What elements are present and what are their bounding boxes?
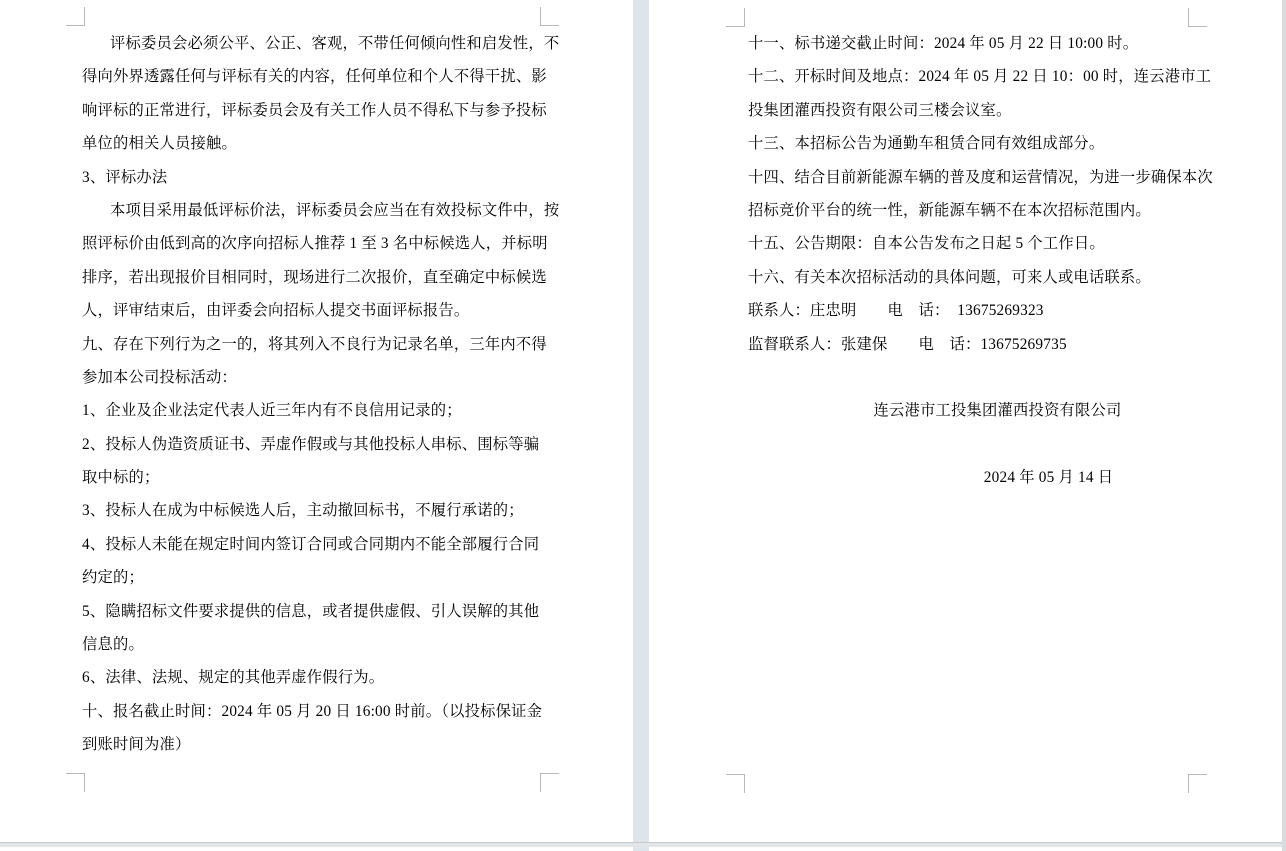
next-page-left-top xyxy=(0,847,633,851)
text-line: 2024 年 05 月 14 日 xyxy=(983,469,1114,487)
next-page-right-top xyxy=(649,847,1282,851)
text-line: 十、报名截止时间：2024 年 05 月 20 日 16:00 时前。（以投标保证金 xyxy=(82,702,543,720)
text-line: 得向外界透露任何与评标有关的内容，任何单位和个人不得干扰、影 xyxy=(82,68,547,86)
text-line: 6、法律、法规、规定的其他弄虚作假行为。 xyxy=(82,669,385,687)
text-line: 3、投标人在成为中标候选人后，主动撤回标书，不履行承诺的； xyxy=(82,502,524,520)
text-line: 十三、本招标公告为通勤车租赁合同有效组成部分。 xyxy=(748,135,1105,153)
margin-crop-mark xyxy=(540,773,559,792)
text-line: 十六、有关本次招标活动的具体问题，可来人或电话联系。 xyxy=(748,268,1151,286)
text-line: 2、投标人伪造资质证书、弄虚作假或与其他投标人串标、围标等骗 xyxy=(82,435,540,453)
text-line: 参加本公司投标活动： xyxy=(82,368,237,386)
margin-crop-mark xyxy=(1188,8,1207,27)
text-line: 招标竞价平台的统一性，新能源车辆不在本次招标范围内。 xyxy=(748,201,1151,219)
text-line: 约定的； xyxy=(82,569,144,587)
text-line: 投集团灌西投资有限公司三楼会议室。 xyxy=(748,101,1012,119)
text-line: 人，评审结束后，由评委会向招标人提交书面评标报告。 xyxy=(82,302,470,320)
text-line: 信息的。 xyxy=(82,636,144,654)
text-line: 5、隐瞒招标文件要求提供的信息，或者提供虚假、引人误解的其他 xyxy=(82,602,540,620)
text-line: 照评标价由低到高的次序向招标人推荐 1 至 3 名中标候选人，并标明 xyxy=(82,235,548,253)
margin-crop-mark xyxy=(726,774,745,793)
text-line: 十二、开标时间及地点：2024 年 05 月 22 日 10：00 时，连云港市工 xyxy=(748,68,1212,86)
text-line: 九、存在下列行为之一的，将其列入不良行为记录名单，三年内不得 xyxy=(82,335,547,353)
text-line: 取中标的； xyxy=(82,469,160,487)
page-left-text-area xyxy=(82,27,560,762)
text-line: 十五、公告期限：自本公告发布之日起 5 个工作日。 xyxy=(748,235,1105,253)
page-right xyxy=(649,0,1282,842)
margin-crop-mark xyxy=(540,7,559,26)
text-line: 十一、标书递交截止时间：2024 年 05 月 22 日 10:00 时。 xyxy=(748,35,1139,52)
workspace-edge-strip xyxy=(1282,0,1286,851)
text-line: 响评标的正常进行，评标委员会及有关工作人员不得私下与参予投标 xyxy=(82,101,547,119)
text-line: 1、企业及企业法定代表人近三年内有不良信用记录的； xyxy=(82,402,462,420)
margin-crop-mark xyxy=(726,8,745,27)
text-line: 4、投标人未能在规定时间内签订合同或合同期内不能全部履行合同 xyxy=(82,535,540,553)
text-line: 连云港市工投集团灌西投资有限公司 xyxy=(873,402,1122,420)
text-line: 单位的相关人员接触。 xyxy=(82,135,237,153)
margin-crop-mark xyxy=(1188,774,1207,793)
text-line: 排序，若出现报价目相同时，现场进行二次报价，直至确定中标候选 xyxy=(82,268,547,286)
text-line: 到账时间为准） xyxy=(82,736,191,754)
page-left xyxy=(0,0,633,842)
margin-crop-mark xyxy=(66,7,85,26)
margin-crop-mark xyxy=(66,773,85,792)
text-line: 3、评标办法 xyxy=(82,168,168,186)
text-line: 十四、结合目前新能源车辆的普及度和运营情况，为进一步确保本次 xyxy=(748,168,1213,186)
text-line: 本项目采用最低评标价法，评标委员会应当在有效投标文件中，按 xyxy=(110,201,560,219)
page-right-text-area xyxy=(748,27,1213,494)
text-line: 评标委员会必须公平、公正、客观，不带任何倾向性和启发性，不 xyxy=(110,35,560,52)
text-line: 监督联系人：张建保 电 话：13675269735 xyxy=(748,335,1067,353)
text-line: 联系人：庄忠明 电 话： 13675269323 xyxy=(748,302,1044,320)
